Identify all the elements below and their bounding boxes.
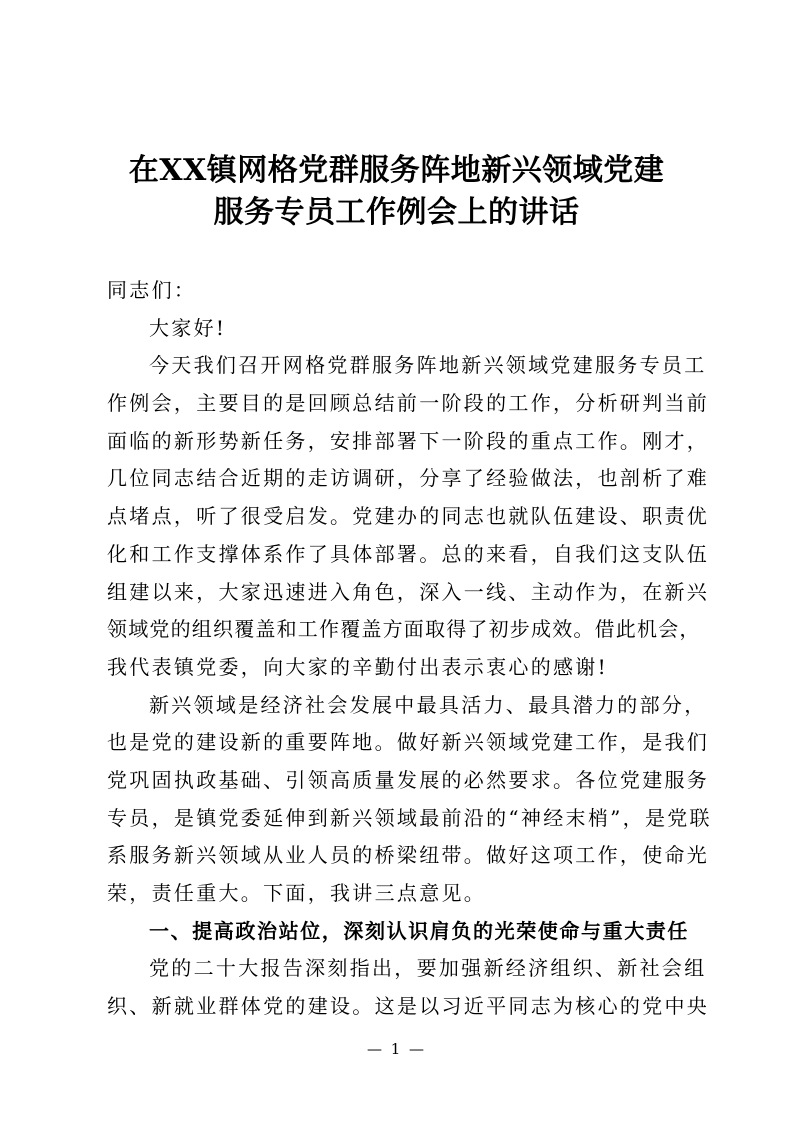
paragraph-line: 我代表镇党委，向大家的辛勤付出表示衷心的感谢! [107, 654, 608, 679]
paragraph-line: 党的二十大报告深刻指出，要加强新经济组织、新社会组 [149, 956, 707, 981]
paragraph-line: 专员，是镇党委延伸到新兴领域最前沿的“神经末梢”，是党联 [107, 805, 712, 830]
salutation: 同志们： [107, 278, 197, 302]
document-title [100, 150, 693, 234]
section-heading: 一、提高政治站位，深刻认识肩负的光荣使命与重大责任 [149, 918, 689, 943]
paragraph-line: 作例会，主要目的是回顾总结前一阶段的工作，分析研判当前 [107, 391, 710, 416]
paragraph-line: 几位同志结合近期的走访调研，分享了经验做法，也剖析了难 [107, 466, 710, 491]
paragraph-line: 组建以来，大家迅速进入角色，深入一线、主动作为，在新兴 [107, 579, 710, 604]
paragraph-line: 也是党的建设新的重要阵地。做好新兴领域党建工作，是我们 [107, 730, 710, 755]
paragraph-1 [107, 347, 710, 686]
page-number: — 1 — [366, 1040, 427, 1058]
title-line: 服务专员工作例会上的讲话 [213, 195, 580, 230]
title-line: 在XX镇网格党群服务阵地新兴领域党建 [128, 153, 665, 188]
paragraph-line: 面临的新形势新任务，安排部署下一阶段的重点工作。刚才， [107, 428, 710, 453]
paragraph-2 [107, 687, 712, 913]
greeting: 大家好! [149, 315, 227, 340]
paragraph-line: 系服务新兴领域从业人员的桥梁纽带。做好这项工作，使命光 [107, 843, 710, 868]
paragraph-line: 点堵点，听了很受启发。党建办的同志也就队伍建设、职责优 [107, 504, 710, 529]
paragraph-line: 荣，责任重大。下面，我讲三点意见。 [107, 881, 487, 905]
paragraph-line: 织、新就业群体党的建设。这是以习近平同志为核心的党中央 [107, 994, 710, 1019]
paragraph-line: 新兴领域是经济社会发展中最具活力、最具潜力的部分， [149, 692, 707, 717]
paragraph-line: 今天我们召开网格党群服务阵地新兴领域党建服务专员工 [149, 353, 707, 378]
paragraph-3 [107, 950, 710, 1025]
paragraph-line: 领域党的组织覆盖和工作覆盖方面取得了初步成效。借此机会， [107, 617, 701, 642]
paragraph-line: 党巩固执政基础、引领高质量发展的必然要求。各位党建服务 [107, 767, 710, 792]
document-body [107, 272, 712, 1026]
paragraph-line: 化和工作支撑体系作了具体部署。总的来看，自我们这支队伍 [107, 541, 710, 566]
